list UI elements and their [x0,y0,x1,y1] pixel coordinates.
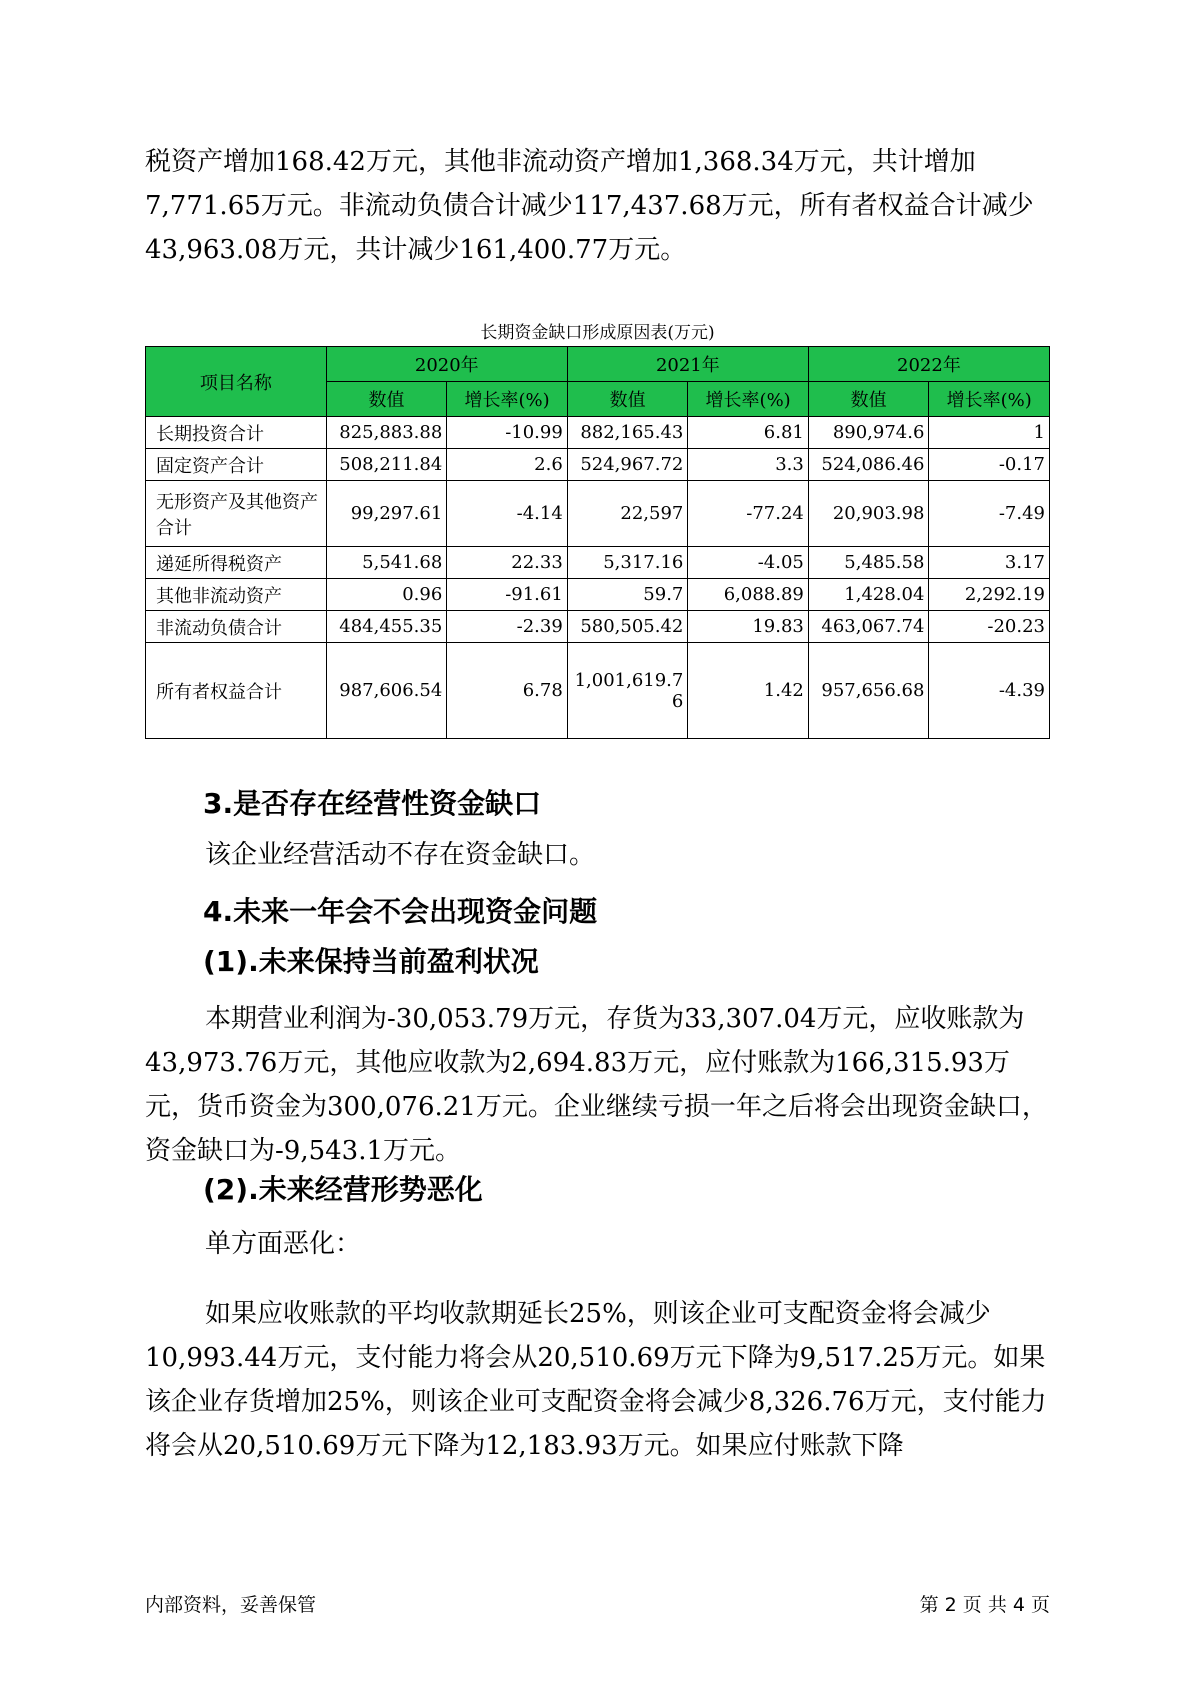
sub2-intro-paragraph [145,1222,1050,1266]
table-row [146,643,1050,739]
row-label: 固定资产合计 [146,449,327,481]
sub2-heading: (2).未来经营形势恶化 [203,1173,483,1206]
year-header-2021: 2021年 [567,347,808,382]
cell-growth-2020: -10.99 [447,417,568,449]
cell-value-2020: 987,606.54 [326,643,447,739]
cell-growth-2021: -4.05 [688,547,809,579]
cell-value-2021: 59.7 [567,579,688,611]
table-row [146,611,1050,643]
sub1-text: 本期营业利润为-30,053.79万元，存货为33,307.04万元，应收账款为43,973.76万元，其他应收款为2,694.83万元，应付账款为166,315.93万元，货币资金为300,076.21万元。企业继续亏损一年之后将会出现资金缺口，资金缺口为-9,543.1万元。 [145,1004,1048,1166]
year-header-2022: 2022年 [808,347,1049,382]
cell-growth-2020: 6.78 [447,643,568,739]
item-name-header: 项目名称 [146,347,327,417]
cell-growth-2022: -0.17 [929,449,1050,481]
cell-value-2021: 5,317.16 [567,547,688,579]
cell-value-2021: 580,505.42 [567,611,688,643]
cell-value-2020: 508,211.84 [326,449,447,481]
cell-growth-2021: -77.24 [688,481,809,547]
table-row [146,579,1050,611]
cell-growth-2021: 19.83 [688,611,809,643]
page-number: 第 2 页 共 4 页 [919,1594,1050,1616]
footer-notice: 内部资料，妥善保管 [145,1594,317,1616]
table-row [146,417,1050,449]
section3-heading: 3.是否存在经营性资金缺口 [203,787,542,820]
row-label: 非流动负债合计 [146,611,327,643]
cell-value-2021: 882,165.43 [567,417,688,449]
cell-value-2020: 99,297.61 [326,481,447,547]
sub1-paragraph [145,997,1050,1173]
table-row [146,547,1050,579]
cell-growth-2020: 2.6 [447,449,568,481]
intro-paragraph [145,140,1050,272]
cell-growth-2020: 22.33 [447,547,568,579]
growth-header: 增长率(%) [929,382,1050,417]
cell-growth-2022: 3.17 [929,547,1050,579]
table-row [146,481,1050,547]
cell-growth-2022: -4.39 [929,643,1050,739]
table-row [146,449,1050,481]
intro-text: 税资产增加168.42万元，其他非流动资产增加1,368.34万元，共计增加7,771.65万元。非流动负债合计减少117,437.68万元，所有者权益合计减少43,963.08万元，共计减少161,400.77万元。 [145,147,1034,265]
cell-value-2022: 1,428.04 [808,579,929,611]
value-header: 数值 [567,382,688,417]
cell-growth-2021: 6.81 [688,417,809,449]
cell-growth-2020: -4.14 [447,481,568,547]
cell-value-2020: 484,455.35 [326,611,447,643]
cell-growth-2020: -91.61 [447,579,568,611]
row-label: 其他非流动资产 [146,579,327,611]
cell-value-2021: 1,001,619.76 [567,643,688,739]
cell-value-2020: 825,883.88 [326,417,447,449]
row-label: 递延所得税资产 [146,547,327,579]
cell-growth-2022: 2,292.19 [929,579,1050,611]
cell-growth-2022: -20.23 [929,611,1050,643]
row-label: 无形资产及其他资产合计 [146,481,327,547]
growth-header: 增长率(%) [688,382,809,417]
cell-value-2020: 5,541.68 [326,547,447,579]
funding-gap-table [145,346,1050,739]
row-label: 长期投资合计 [146,417,327,449]
year-header-2020: 2020年 [326,347,567,382]
section3-paragraph [145,833,1050,877]
cell-value-2022: 524,086.46 [808,449,929,481]
cell-value-2022: 463,067.74 [808,611,929,643]
cell-value-2022: 5,485.58 [808,547,929,579]
sub2-paragraph [145,1292,1050,1468]
cell-value-2022: 20,903.98 [808,481,929,547]
row-label: 所有者权益合计 [146,643,327,739]
sub1-heading: (1).未来保持当前盈利状况 [203,945,539,978]
value-header: 数值 [326,382,447,417]
cell-growth-2022: 1 [929,417,1050,449]
cell-growth-2021: 1.42 [688,643,809,739]
cell-growth-2021: 6,088.89 [688,579,809,611]
sub2-text: 如果应收账款的平均收款期延长25%，则该企业可支配资金将会减少10,993.44万元，支付能力将会从20,510.69万元下降为9,517.25万元。如果该企业存货增加25%，则该企业可支配资金将会减少8,326.76万元，支付能力将会从20,510.69万元下降为12,183.93万元。如果应付账款下降 [145,1299,1047,1461]
table-caption: 长期资金缺口形成原因表(万元) [480,323,715,343]
cell-growth-2020: -2.39 [447,611,568,643]
cell-growth-2021: 3.3 [688,449,809,481]
growth-header: 增长率(%) [447,382,568,417]
section3-text: 该企业经营活动不存在资金缺口。 [205,840,596,870]
cell-value-2022: 890,974.6 [808,417,929,449]
cell-value-2022: 957,656.68 [808,643,929,739]
cell-value-2021: 22,597 [567,481,688,547]
cell-growth-2022: -7.49 [929,481,1050,547]
sub2-intro-text: 单方面恶化： [205,1229,362,1259]
value-header: 数值 [808,382,929,417]
cell-value-2021: 524,967.72 [567,449,688,481]
cell-value-2020: 0.96 [326,579,447,611]
section4-heading: 4.未来一年会不会出现资金问题 [203,895,598,928]
